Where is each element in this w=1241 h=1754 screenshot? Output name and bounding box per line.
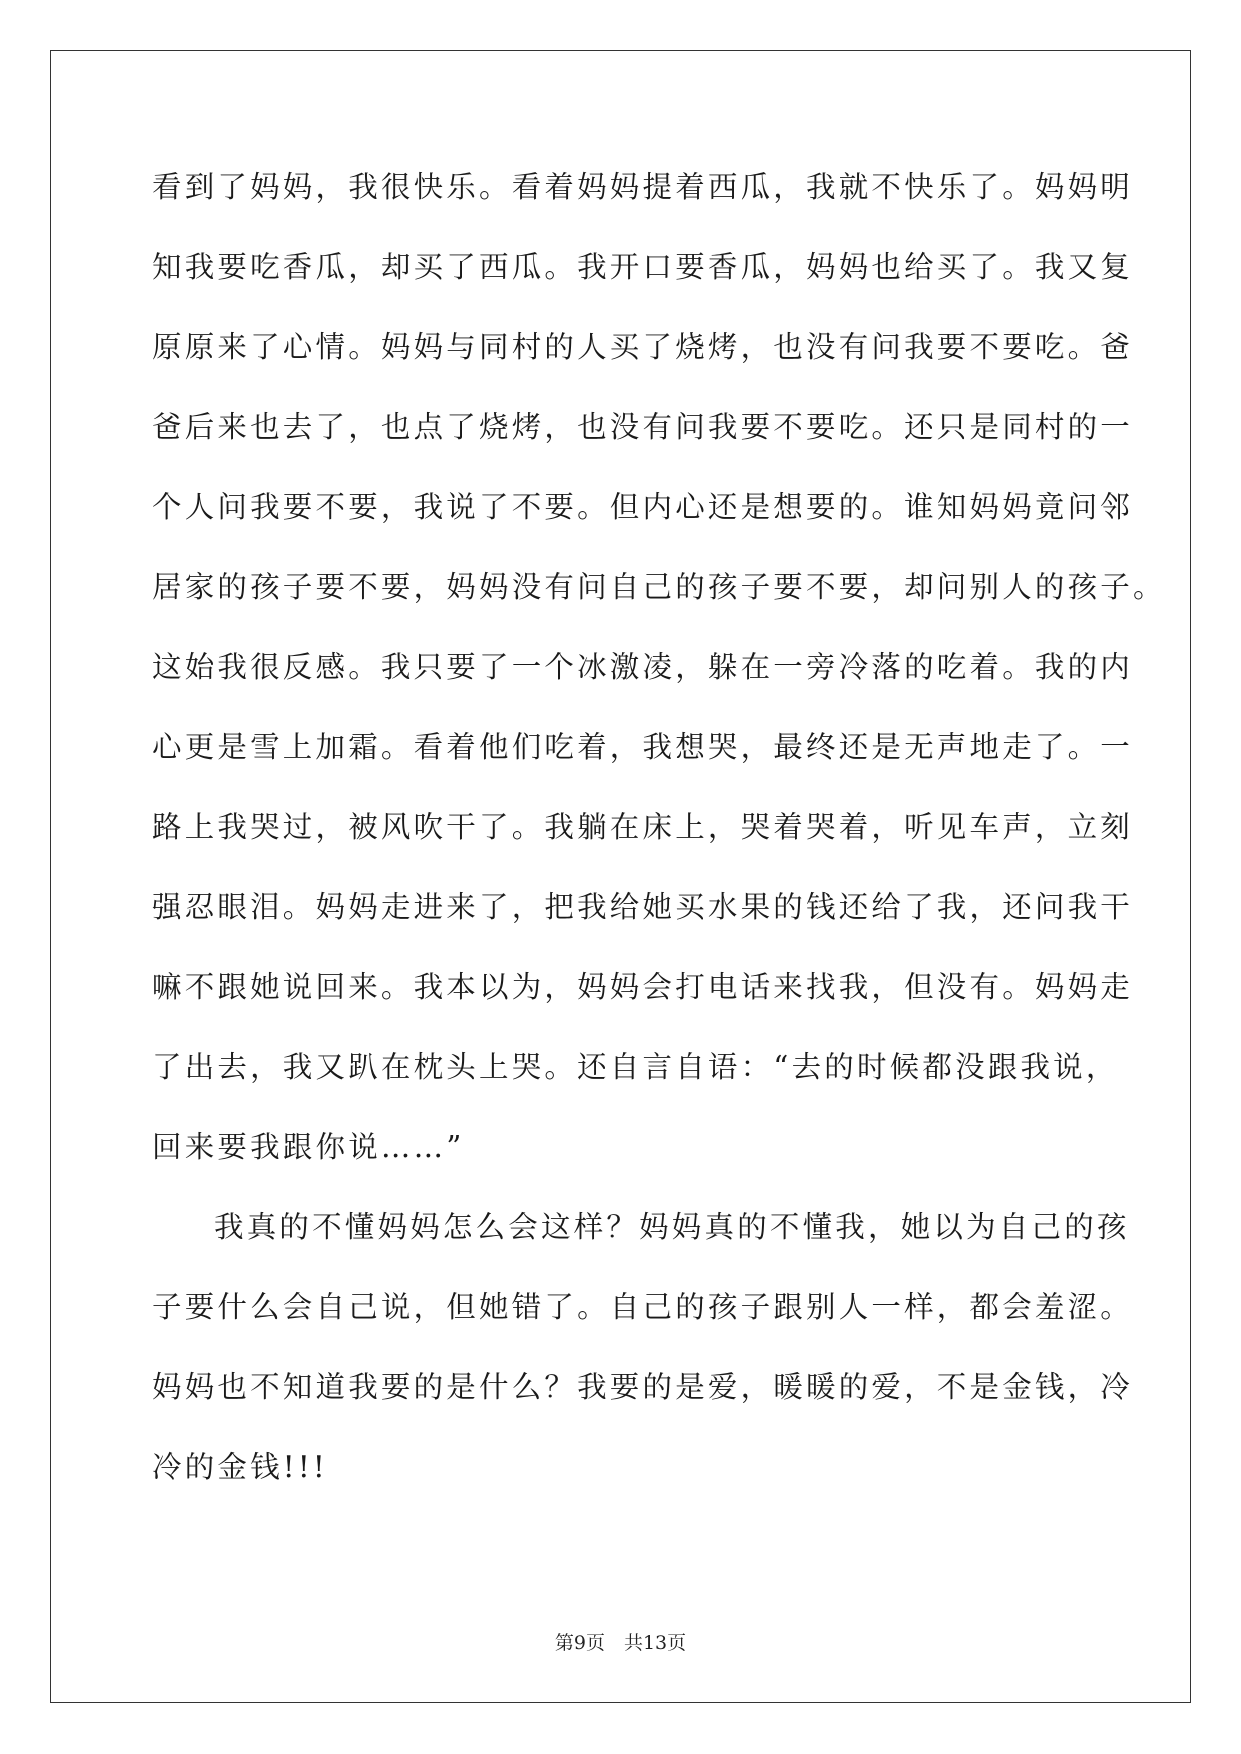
page-number-footer: 第9页 共13页 [554, 1632, 687, 1654]
text-line: 我真的不懂妈妈怎么会这样？妈妈真的不懂我，她以为自己的孩 [214, 1210, 1130, 1244]
text-line: 强忍眼泪。妈妈走进来了，把我给她买水果的钱还给了我，还问我干 [152, 890, 1134, 924]
text-line: 原原来了心情。妈妈与同村的人买了烧烤，也没有问我要不要吃。爸 [152, 330, 1134, 364]
text-line: 个人问我要不要，我说了不要。但内心还是想要的。谁知妈妈竟问邻 [152, 490, 1134, 524]
text-line: 冷的金钱!!! [152, 1450, 328, 1484]
text-line: 了出去，我又趴在枕头上哭。还自言自语：“去的时候都没跟我说， [152, 1050, 1119, 1084]
document-body [152, 160, 1166, 1520]
paragraph-1 [152, 160, 1166, 1200]
text-line: 知我要吃香瓜，却买了西瓜。我开口要香瓜，妈妈也给买了。我又复 [152, 250, 1134, 284]
text-line: 居家的孩子要不要，妈妈没有问自己的孩子要不要，却问别人的孩子。 [152, 570, 1166, 604]
text-line: 看到了妈妈，我很快乐。看着妈妈提着西瓜，我就不快乐了。妈妈明 [152, 170, 1134, 204]
text-line: 爸后来也去了，也点了烧烤，也没有问我要不要吃。还只是同村的一 [152, 410, 1134, 444]
paragraph-2 [152, 1200, 1134, 1520]
text-line: 这始我很反感。我只要了一个冰激凌，躲在一旁冷落的吃着。我的内 [152, 650, 1134, 684]
text-line: 嘛不跟她说回来。我本以为，妈妈会打电话来找我，但没有。妈妈走 [152, 970, 1134, 1004]
text-line: 子要什么会自己说，但她错了。自己的孩子跟别人一样，都会羞涩。 [152, 1290, 1134, 1324]
text-line: 心更是雪上加霜。看着他们吃着，我想哭，最终还是无声地走了。一 [152, 730, 1134, 764]
text-line: 妈妈也不知道我要的是什么？我要的是爱，暖暖的爱，不是金钱，冷 [152, 1370, 1134, 1404]
text-line: 回来要我跟你说……” [152, 1130, 465, 1164]
text-line: 路上我哭过，被风吹干了。我躺在床上，哭着哭着，听见车声，立刻 [152, 810, 1134, 844]
